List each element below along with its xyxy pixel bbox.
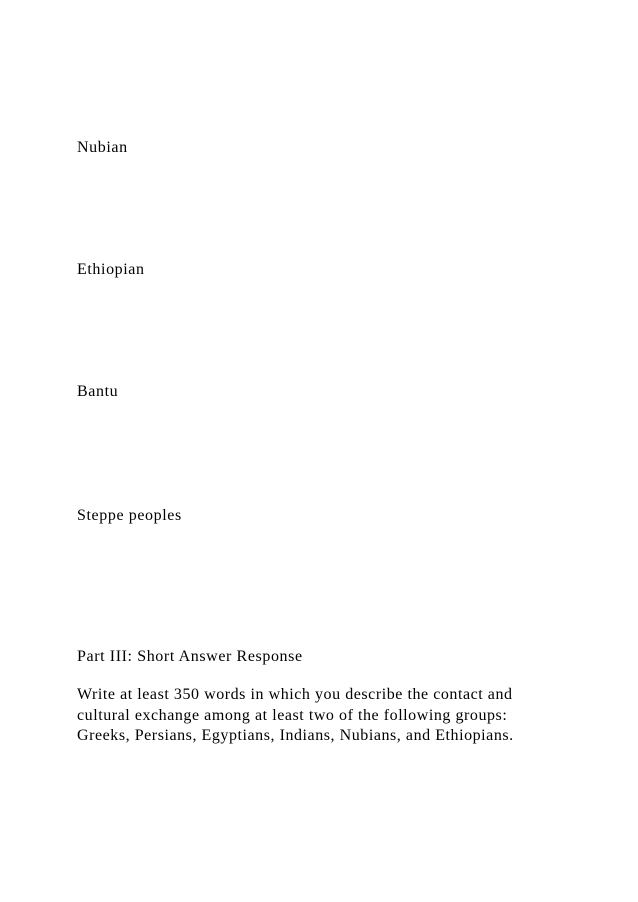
term-nubian: Nubian [77,139,128,156]
section-heading: Part III: Short Answer Response [77,648,303,665]
prompt-line: Greeks, Persians, Egyptians, Indians, Nubians, and Ethiopians. [77,727,514,744]
prompt-line: Write at least 350 words in which you describe the contact and [77,686,513,703]
term-bantu: Bantu [77,383,119,400]
term-steppe-peoples: Steppe peoples [77,507,182,524]
prompt-paragraph [77,685,514,747]
term-ethiopian: Ethiopian [77,261,145,278]
prompt-line: cultural exchange among at least two of the following groups: [77,706,508,724]
